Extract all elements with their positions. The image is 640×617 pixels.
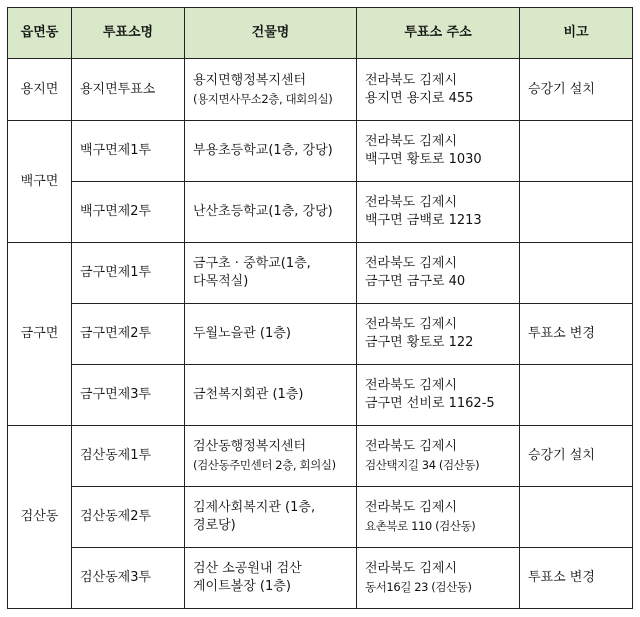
address-cell [357, 304, 520, 365]
note-cell: 투표소 변경 [520, 548, 633, 609]
building-cell [185, 182, 357, 243]
building-line: (검산동주민센터 2층, 회의실) [193, 458, 336, 472]
building-line: 용지면행정복지센터 [193, 72, 307, 88]
address-cell [357, 59, 520, 121]
building-cell [185, 365, 357, 426]
note-cell: 승강기 설치 [520, 426, 633, 487]
address-cell [357, 548, 520, 609]
address-line: 전라북도 김제시 [365, 317, 458, 332]
station-name-cell: 백구면제2투 [72, 182, 185, 243]
address-cell [357, 487, 520, 548]
dong-cell: 용지면 [8, 59, 72, 121]
note-cell [520, 365, 633, 426]
address-cell [357, 426, 520, 487]
note-cell [520, 243, 633, 304]
table-row [8, 426, 633, 487]
header-station-name: 투표소명 [72, 8, 185, 59]
dong-cell: 백구면 [8, 121, 72, 243]
address-cell [357, 182, 520, 243]
building-line: 경로당) [193, 518, 236, 533]
building-line: 금구초 · 중학교(1층, [193, 256, 311, 271]
address-line: 전라북도 김제시 [365, 500, 458, 515]
address-line: 백구면 황토로 1030 [365, 152, 482, 167]
table-row [8, 121, 633, 182]
note-cell [520, 487, 633, 548]
table-row [8, 548, 633, 609]
address-cell [357, 365, 520, 426]
station-name-cell: 검산동제3투 [72, 548, 185, 609]
building-cell [185, 121, 357, 182]
building-cell [185, 548, 357, 609]
header-dong: 읍면동 [8, 8, 72, 59]
address-line: 전라북도 김제시 [365, 439, 458, 454]
note-cell [520, 182, 633, 243]
address-cell [357, 121, 520, 182]
station-name-cell: 검산동제1투 [72, 426, 185, 487]
note-cell: 투표소 변경 [520, 304, 633, 365]
dong-cell: 검산동 [8, 426, 72, 609]
station-name-cell: 금구면제1투 [72, 243, 185, 304]
address-line: 금구면 선비로 1162-5 [365, 396, 495, 411]
building-line: 검산 소공원내 검산 [193, 561, 302, 576]
header-note: 비고 [520, 8, 633, 59]
address-line: 전라북도 김제시 [365, 561, 458, 576]
building-cell [185, 243, 357, 304]
note-cell: 승강기 설치 [520, 59, 633, 121]
station-name-cell: 금구면제3투 [72, 365, 185, 426]
dong-cell: 금구면 [8, 243, 72, 426]
header-building: 건물명 [185, 8, 357, 59]
building-line: (용지면사무소2층, 대회의실) [193, 91, 333, 106]
building-line: 두월노을관 (1층) [193, 326, 291, 341]
station-name-cell: 백구면제1투 [72, 121, 185, 182]
building-line: 검산동행정복지센터 [193, 439, 307, 454]
address-line: 전라북도 김제시 [365, 378, 458, 393]
address-line: 백구면 금백로 1213 [365, 213, 482, 228]
address-line: 전라북도 김제시 [365, 195, 458, 210]
address-line: 전라북도 김제시 [365, 72, 458, 88]
building-cell [185, 304, 357, 365]
building-line: 김제사회복지관 (1층, [193, 500, 316, 515]
table-row [8, 182, 633, 243]
polling-station-table [7, 7, 633, 609]
building-line: 금천복지회관 (1층) [193, 387, 304, 402]
address-line: 금구면 황토로 122 [365, 335, 474, 350]
building-cell [185, 487, 357, 548]
station-name-cell: 금구면제2투 [72, 304, 185, 365]
station-name-cell: 검산동제2투 [72, 487, 185, 548]
address-line: 금구면 금구로 40 [365, 274, 466, 289]
table-row [8, 243, 633, 304]
address-line: 동서16길 23 (검산동) [365, 580, 472, 594]
table-row [8, 365, 633, 426]
table-row [8, 59, 633, 121]
building-cell [185, 426, 357, 487]
header-address: 투표소 주소 [357, 8, 520, 59]
table-row [8, 487, 633, 548]
building-line: 난산초등학교(1층, 강당) [193, 204, 333, 219]
address-line: 검산택지길 34 (검산동) [365, 458, 480, 472]
station-name-cell: 용지면투표소 [72, 59, 185, 121]
address-line: 전라북도 김제시 [365, 256, 458, 271]
address-line: 용지면 용지로 455 [365, 90, 474, 106]
header-row [8, 8, 633, 59]
building-line: 다목적실) [193, 274, 249, 289]
building-line: 부용초등학교(1층, 강당) [193, 143, 333, 158]
building-line: 게이트볼장 (1층) [193, 579, 291, 594]
note-cell [520, 121, 633, 182]
table-row [8, 304, 633, 365]
address-line: 요촌북로 110 (검산동) [365, 519, 476, 533]
address-line: 전라북도 김제시 [365, 134, 458, 149]
building-cell [185, 59, 357, 121]
address-cell [357, 243, 520, 304]
